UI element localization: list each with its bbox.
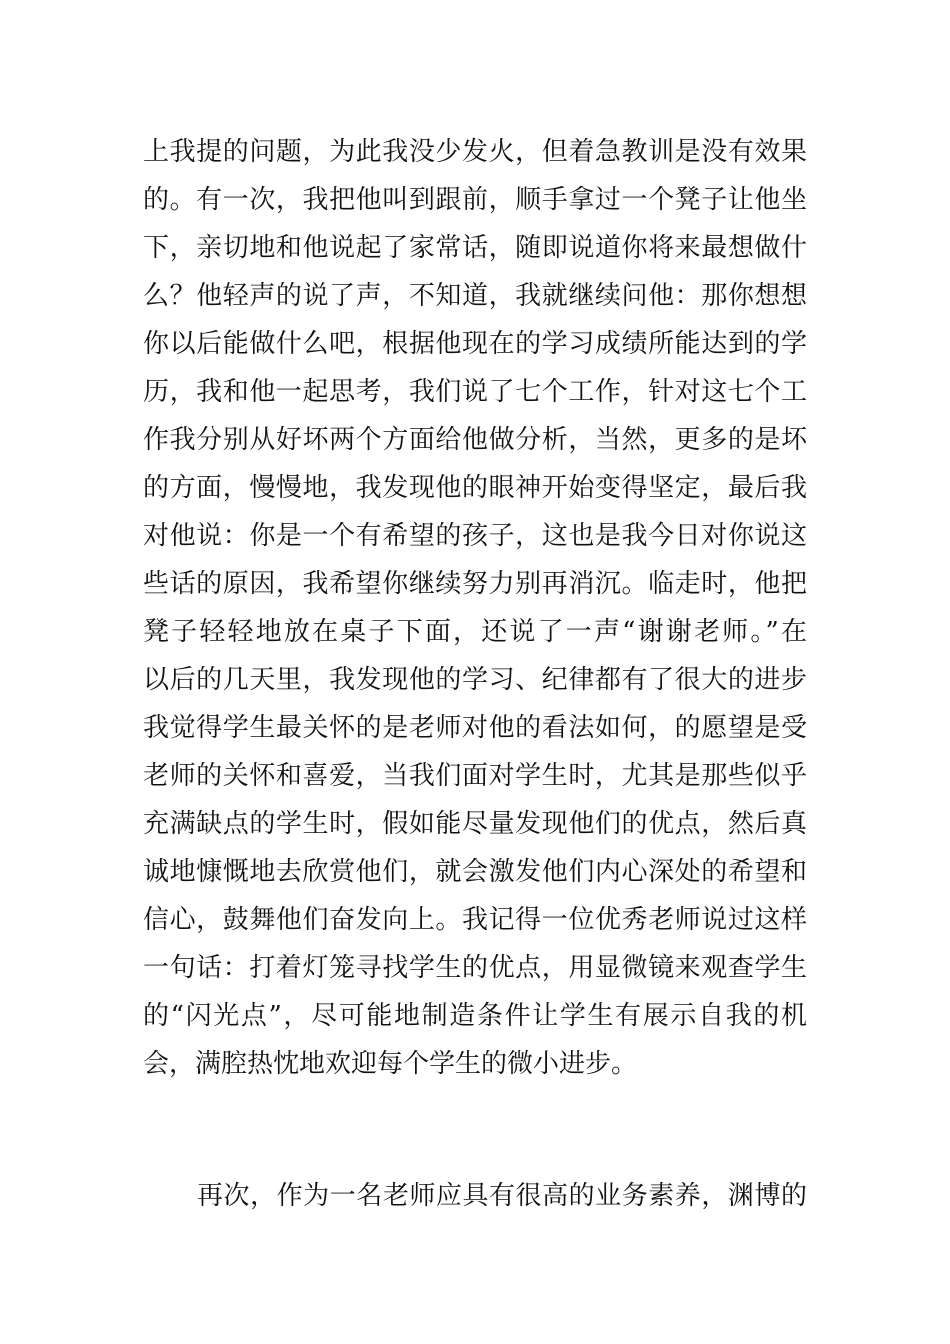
text-line: 我觉得学生最关怀的是老师对他的看法如何，的愿望是受 [143,713,807,743]
text-line: 诚地慷慨地去欣赏他们，就会激发他们内心深处的希望和 [143,857,807,887]
text-line: 历，我和他一起思考，我们说了七个工作，针对这七个工 [143,377,807,407]
text-line: 作我分别从好坏两个方面给他做分析，当然，更多的是坏 [143,425,807,455]
text-line: 的。有一次，我把他叫到跟前，顺手拿过一个凳子让他坐 [143,185,807,215]
text-line: 你以后能做什么吧，根据他现在的学习成绩所能达到的学 [143,329,807,359]
text-line: 一句话：打着灯笼寻找学生的优点，用显微镜来观查学生 [143,953,807,983]
text-line: 对他说：你是一个有希望的孩子，这也是我今日对你说这 [143,521,807,551]
text-line: 以后的几天里，我发现他的学习、纪律都有了很大的进步 [143,665,807,695]
text-line: 上我提的问题，为此我没少发火，但着急教训是没有效果 [143,137,807,167]
text-line: 的方面，慢慢地，我发现他的眼神开始变得坚定，最后我 [143,473,807,503]
text-line: 充满缺点的学生时，假如能尽量发现他们的优点，然后真 [143,809,807,839]
text-line: 信心，鼓舞他们奋发向上。我记得一位优秀老师说过这样 [143,905,807,935]
text-line: 些话的原因，我希望你继续努力别再消沉。临走时，他把 [143,569,807,599]
text-line: 凳子轻轻地放在桌子下面，还说了一声“谢谢老师。”在 [143,617,807,647]
text-line: 老师的关怀和喜爱，当我们面对学生时，尤其是那些似乎 [143,761,807,791]
text-line: 下，亲切地和他说起了家常话，随即说道你将来最想做什 [143,233,807,263]
text-line: 再次，作为一名老师应具有很高的业务素养，渊博的 [197,1181,807,1211]
text-line: 会，满腔热忱地欢迎每个学生的微小进步。 [143,1049,638,1079]
text-line: 么？他轻声的说了声，不知道，我就继续问他：那你想想 [143,281,807,311]
text-line: 的“闪光点”，尽可能地制造条件让学生有展示自我的机 [143,1001,807,1031]
